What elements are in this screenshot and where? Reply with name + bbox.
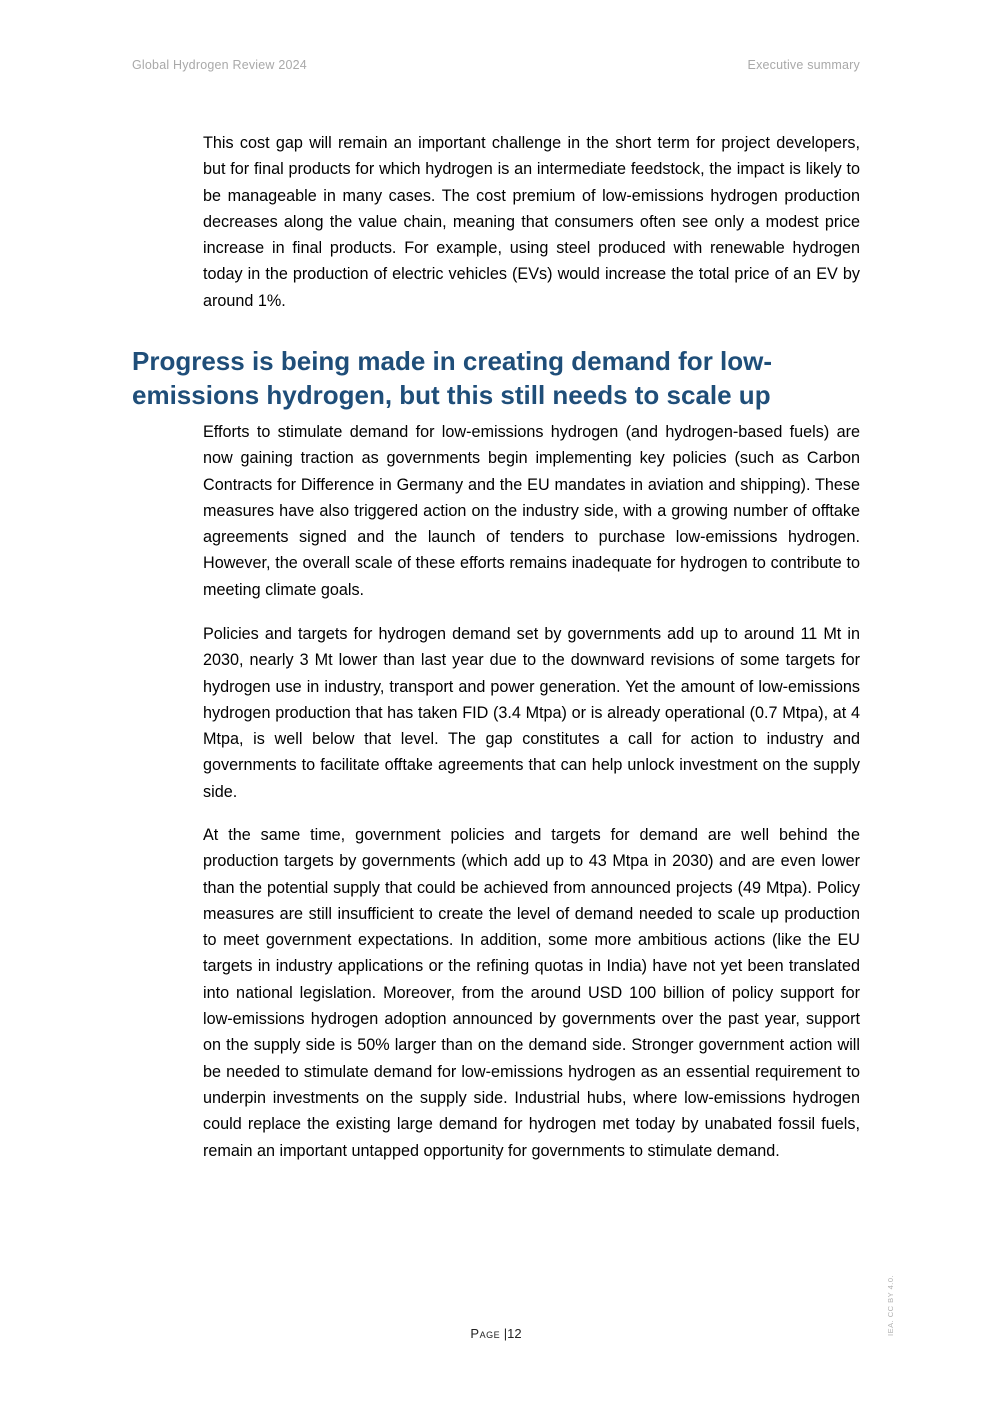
body-paragraph: This cost gap will remain an important challenge in the short term for project developers, but for final products for which hydrogen is an intermediate feedstock, the impact is likely to be manageable in many cases. The cost premium of low-emissions hydrogen production decreases along the value chain, meaning that consumers often see only a modest price increase in final products. For example, using steel produced with renewable hydrogen today in the production of electric vehicles (EVs) would increase the total price of an EV by around 1%. (203, 134, 860, 310)
page-number: 12 (507, 1326, 522, 1341)
license-notice: IEA. CC BY 4.0. (886, 1274, 895, 1336)
page-separator: | (503, 1326, 508, 1341)
document-title: Global Hydrogen Review 2024 (132, 58, 307, 72)
section-title: Executive summary (747, 58, 860, 72)
section-heading: Progress is being made in creating demand for low-emissions hydrogen, but this still needs to scale up (132, 346, 773, 410)
page-footer (0, 1326, 992, 1341)
body-paragraph: At the same time, government policies and targets for demand are well behind the production targets by governments (which add up to 43 Mtpa in 2030) and are even lower than the potential supply that could be achieved from announced projects (49 Mtpa). Policy measures are still insufficient to create the level of demand needed to scale up production to meet government expectations. In addition, some more ambitious actions (like the EU targets in industry applications or the refining quotas in India) have not yet been translated into national legislation. Moreover, from the around USD 100 billion of policy support for low-emissions hydrogen adoption announced by governments over the past year, support on the supply side is 50% larger than on the demand side. Stronger government action will be needed to stimulate demand for low-emissions hydrogen as an essential requirement to underpin investments on the supply side. Industrial hubs, where low-emissions hydrogen could replace the existing large demand for hydrogen met today by unabated fossil fuels, remain an important untapped opportunity for governments to stimulate demand. (203, 826, 860, 1160)
page-label: Page (470, 1326, 501, 1341)
body-paragraph: Policies and targets for hydrogen demand set by governments add up to around 11 Mt in 2030, nearly 3 Mt lower than last year due to the downward revisions of some targets for hydrogen use in industry, transport and power generation. Yet the amount of low-emissions hydrogen production that has taken FID (3.4 Mtpa) or is already operational (0.7 Mtpa), at 4 Mtpa, is well below that level. The gap constitutes a call for action to industry and governments to facilitate offtake agreements that can help unlock investment on the supply side. (203, 625, 860, 801)
body-paragraph: Efforts to stimulate demand for low-emissions hydrogen (and hydrogen-based fuels) are now gaining traction as governments begin implementing key policies (such as Carbon Contracts for Difference in Germany and the EU mandates in aviation and shipping). These measures have also triggered action on the industry side, with a growing number of offtake agreements signed and the launch of tenders to purchase low-emissions hydrogen. However, the overall scale of these efforts remains inadequate for hydrogen to contribute to meeting climate goals. (203, 423, 860, 599)
